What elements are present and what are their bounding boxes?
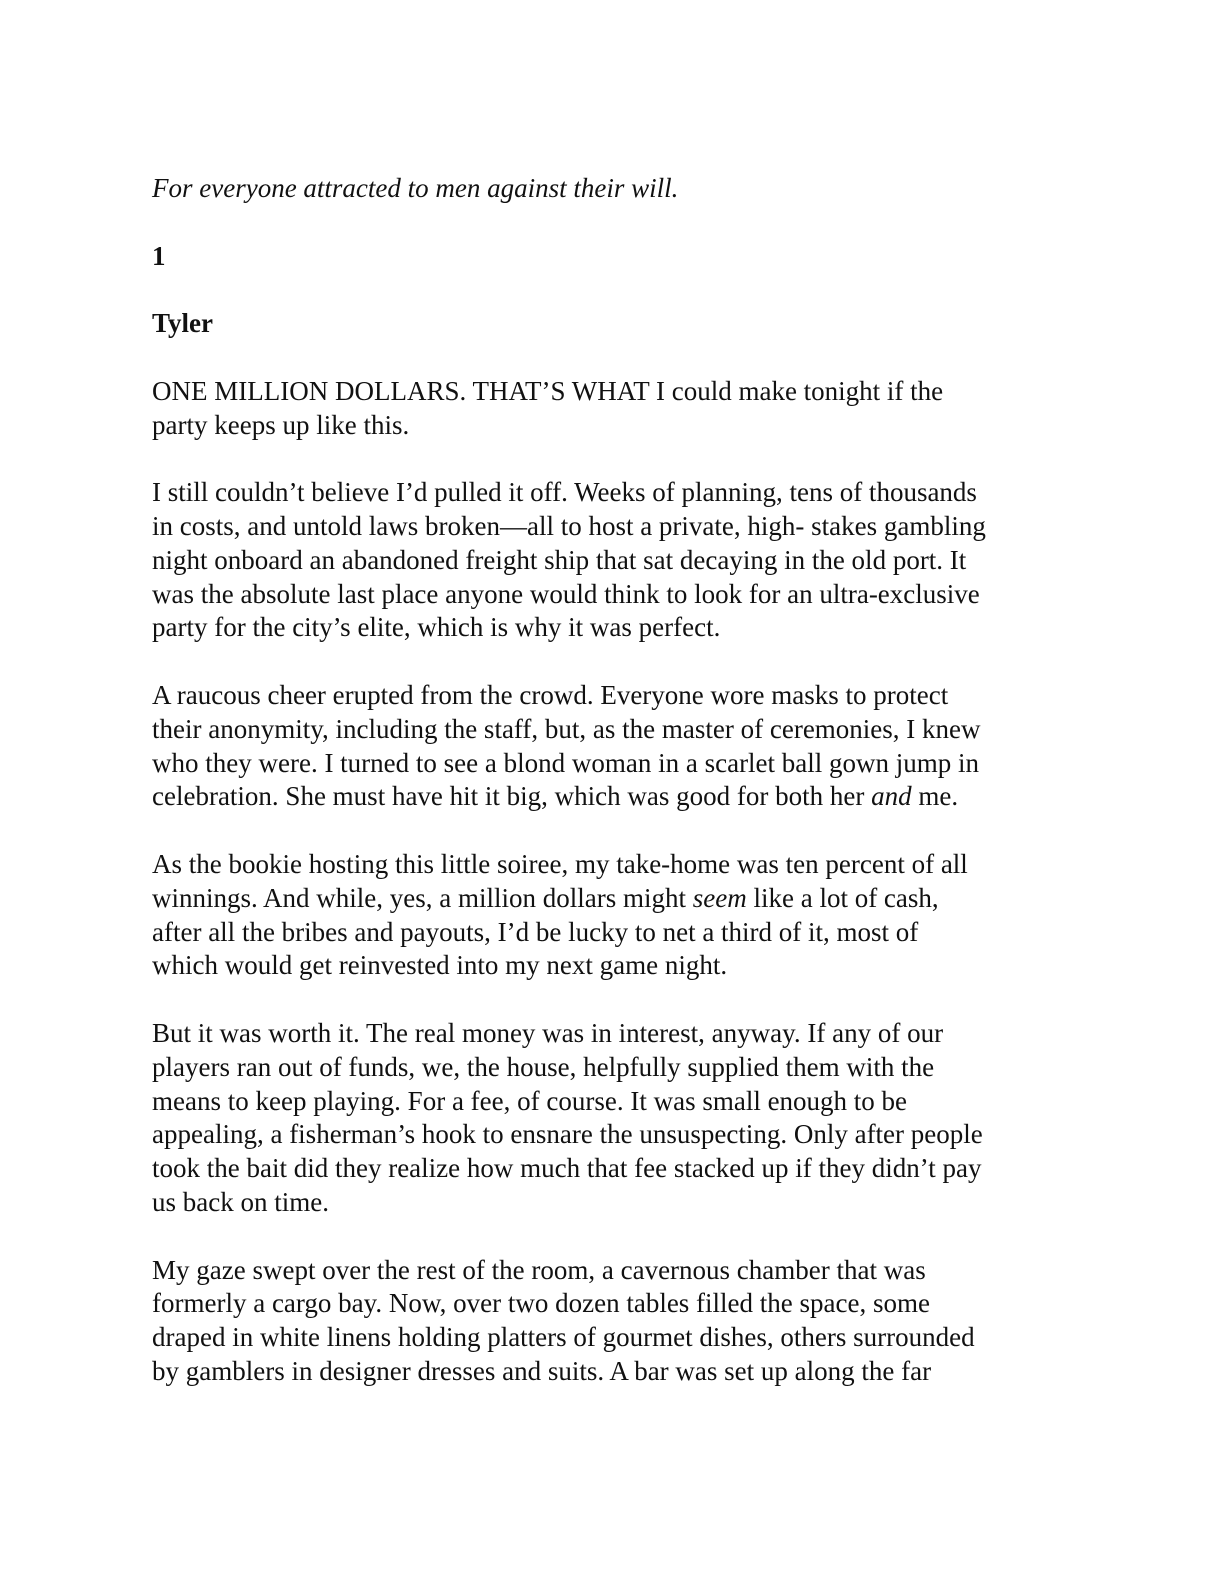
text-line: appealing, a fisherman’s hook to ensnare the unsuspecting. Only after people (152, 1119, 983, 1150)
text-line: was the absolute last place anyone would think to look for an ultra-exclusive (152, 578, 980, 609)
paragraph-1 (152, 375, 1072, 443)
text-run: like a lot of cash, (746, 882, 939, 913)
text-line: by gamblers in designer dresses and suits. A bar was set up along the far (152, 1355, 932, 1386)
text-line: which would get reinvested into my next game night. (152, 950, 728, 981)
text-line: party keeps up like this. (152, 409, 410, 440)
paragraph-5 (152, 1017, 1072, 1220)
text-line: But it was worth it. The real money was in interest, anyway. If any of our (152, 1017, 944, 1048)
text-line: party for the city’s elite, which is why it was perfect. (152, 612, 721, 643)
text-line: took the bait did they realize how much that fee stacked up if they didn’t pay (152, 1153, 982, 1184)
text-line: I still couldn’t believe I’d pulled it off. Weeks of planning, tens of thousands (152, 477, 977, 508)
chapter-narrator: Tyler (152, 308, 213, 339)
text-line: night onboard an abandoned freight ship that sat decaying in the old port. It (152, 544, 967, 575)
text-line: who they were. I turned to see a blond woman in a scarlet ball gown jump in (152, 747, 980, 778)
paragraph-4 (152, 848, 1072, 983)
dedication: For everyone attracted to men against their will. (152, 173, 679, 203)
text-line: in costs, and untold laws broken—all to host a private, high- stakes gambling (152, 510, 986, 541)
text-run: me. (911, 781, 959, 812)
text-line: their anonymity, including the staff, but, as the master of ceremonies, I knew (152, 713, 981, 744)
paragraph-3 (152, 679, 1072, 814)
text-line: As the bookie hosting this little soiree, my take-home was ten percent of all (152, 848, 968, 879)
text-line: ONE MILLION DOLLARS. THAT’S WHAT I could make tonight if the (152, 375, 944, 406)
text-line: players ran out of funds, we, the house, helpfully supplied them with the (152, 1051, 935, 1082)
emphasis-text: seem (692, 882, 747, 913)
text-line: formerly a cargo bay. Now, over two dozen tables filled the space, some (152, 1288, 930, 1319)
text-line (152, 882, 1072, 916)
chapter-number: 1 (152, 240, 166, 271)
text-line: A raucous cheer erupted from the crowd. Everyone wore masks to protect (152, 679, 949, 710)
text-line: My gaze swept over the rest of the room, a cavernous chamber that was (152, 1254, 926, 1285)
paragraph-2 (152, 476, 1072, 645)
text-line: means to keep playing. For a fee, of course. It was small enough to be (152, 1085, 908, 1116)
text-line (152, 780, 1072, 814)
text-run: celebration. She must have hit it big, which was good for both her (152, 781, 872, 812)
text-line: after all the bribes and payouts, I’d be lucky to net a third of it, most of (152, 916, 919, 947)
emphasis-text: and (871, 781, 912, 812)
text-line: draped in white linens holding platters of gourmet dishes, others surrounded (152, 1322, 975, 1353)
text-run: winnings. And while, yes, a million dollars might (152, 882, 693, 913)
document-page (152, 172, 1072, 1422)
text-line: us back on time. (152, 1186, 329, 1217)
paragraph-6 (152, 1254, 1072, 1389)
